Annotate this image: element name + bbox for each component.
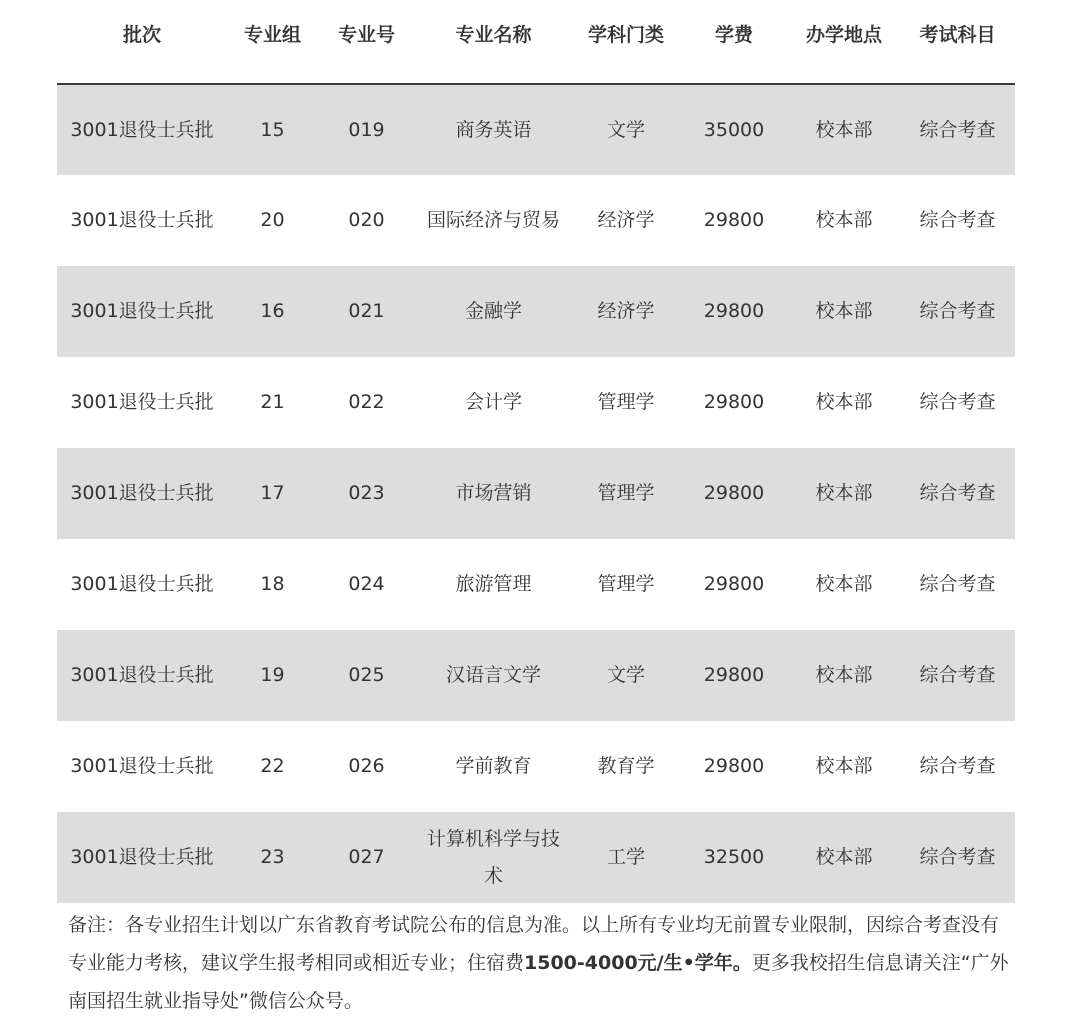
cell-exam-subject: 综合考查 bbox=[919, 573, 996, 595]
header-row bbox=[57, 0, 1015, 84]
cell-batch: 3001退役士兵批 bbox=[70, 391, 214, 413]
cell-campus: 校本部 bbox=[815, 755, 873, 777]
cell-exam-subject: 综合考查 bbox=[919, 755, 996, 777]
header-major-name: 专业名称 bbox=[415, 0, 572, 84]
cell-major-group: 17 bbox=[227, 448, 318, 539]
cell-major-name: 会计学 bbox=[464, 391, 522, 413]
cell-major-group: 15 bbox=[227, 84, 318, 175]
cell-tuition: 29800 bbox=[703, 573, 765, 595]
cell-major-code: 019 bbox=[318, 84, 415, 175]
cell-discipline: 教育学 bbox=[597, 755, 655, 777]
cell-discipline: 文学 bbox=[572, 630, 680, 721]
table-row bbox=[57, 175, 1015, 266]
header-major-code: 专业号 bbox=[318, 0, 415, 84]
cell-batch: 3001退役士兵批 bbox=[70, 209, 214, 231]
cell-exam-subject: 综合考查 bbox=[900, 630, 1015, 721]
cell-major-code: 022 bbox=[348, 391, 385, 413]
footnote-fee-bold: 1500-4000元/生•学年。 bbox=[524, 952, 752, 974]
cell-discipline: 文学 bbox=[572, 84, 680, 175]
cell-batch: 3001退役士兵批 bbox=[70, 573, 214, 595]
cell-major-code: 020 bbox=[348, 209, 385, 231]
admissions-table bbox=[57, 0, 1015, 903]
table-row bbox=[57, 630, 1015, 721]
cell-tuition: 29800 bbox=[703, 209, 765, 231]
cell-discipline: 管理学 bbox=[597, 391, 655, 413]
cell-batch: 3001退役士兵批 bbox=[57, 812, 227, 903]
cell-major-name: 市场营销 bbox=[415, 448, 572, 539]
cell-campus: 校本部 bbox=[815, 391, 873, 413]
cell-batch: 3001退役士兵批 bbox=[70, 755, 214, 777]
cell-major-group: 16 bbox=[227, 266, 318, 357]
cell-major-group: 18 bbox=[260, 573, 285, 595]
cell-discipline: 管理学 bbox=[597, 573, 655, 595]
table-row bbox=[57, 539, 1015, 630]
cell-major-group: 21 bbox=[260, 391, 285, 413]
table-body bbox=[57, 84, 1015, 903]
cell-major-name: 汉语言文学 bbox=[415, 630, 572, 721]
cell-campus: 校本部 bbox=[788, 630, 900, 721]
cell-exam-subject: 综合考查 bbox=[919, 209, 996, 231]
cell-tuition: 29800 bbox=[703, 391, 765, 413]
cell-batch: 3001退役士兵批 bbox=[57, 448, 227, 539]
header-discipline: 学科门类 bbox=[572, 0, 680, 84]
cell-exam-subject: 综合考查 bbox=[900, 812, 1015, 903]
footnote bbox=[68, 906, 1013, 1020]
cell-major-code: 027 bbox=[318, 812, 415, 903]
cell-tuition: 35000 bbox=[680, 84, 788, 175]
cell-tuition: 29800 bbox=[680, 448, 788, 539]
cell-batch: 3001退役士兵批 bbox=[57, 266, 227, 357]
header-batch: 批次 bbox=[57, 0, 227, 84]
cell-major-group: 22 bbox=[260, 755, 285, 777]
cell-campus: 校本部 bbox=[788, 266, 900, 357]
cell-campus: 校本部 bbox=[788, 448, 900, 539]
cell-exam-subject: 综合考查 bbox=[900, 84, 1015, 175]
cell-discipline: 管理学 bbox=[572, 448, 680, 539]
table-row bbox=[57, 266, 1015, 357]
cell-exam-subject: 综合考查 bbox=[919, 391, 996, 413]
cell-major-code: 021 bbox=[318, 266, 415, 357]
cell-batch: 3001退役士兵批 bbox=[57, 630, 227, 721]
table-row bbox=[57, 448, 1015, 539]
cell-tuition: 29800 bbox=[703, 755, 765, 777]
admissions-table-container bbox=[57, 0, 1015, 903]
cell-campus: 校本部 bbox=[788, 84, 900, 175]
cell-campus: 校本部 bbox=[788, 812, 900, 903]
cell-major-name: 商务英语 bbox=[415, 84, 572, 175]
footnote-text-end: 更多我校招生信息请关注“广外南国招生就业指导处”微信公众号。 bbox=[68, 952, 1009, 1012]
cell-major-code: 026 bbox=[348, 755, 385, 777]
table-row bbox=[57, 812, 1015, 903]
cell-campus: 校本部 bbox=[815, 209, 873, 231]
cell-major-group: 20 bbox=[260, 209, 285, 231]
table-header bbox=[57, 0, 1015, 84]
cell-major-name: 学前教育 bbox=[455, 755, 532, 777]
table-row bbox=[57, 84, 1015, 175]
cell-major-group: 19 bbox=[227, 630, 318, 721]
cell-tuition: 29800 bbox=[680, 266, 788, 357]
cell-major-name: 金融学 bbox=[415, 266, 572, 357]
header-major-group: 专业组 bbox=[227, 0, 318, 84]
cell-discipline: 工学 bbox=[572, 812, 680, 903]
cell-discipline: 经济学 bbox=[572, 266, 680, 357]
table-row bbox=[57, 357, 1015, 448]
cell-batch: 3001退役士兵批 bbox=[57, 84, 227, 175]
cell-major-group: 23 bbox=[227, 812, 318, 903]
footnote-text: 备注：各专业招生计划以广东省教育考试院公布的信息为准。以上所有专业均无前置专业限制，因综合考查没有专业能力考核，建议学生报考相同或相近专业；住宿费 bbox=[68, 914, 1000, 974]
cell-major-name: 国际经济与贸易 bbox=[426, 209, 560, 231]
cell-major-code: 025 bbox=[318, 630, 415, 721]
cell-discipline: 经济学 bbox=[597, 209, 655, 231]
cell-tuition: 32500 bbox=[680, 812, 788, 903]
cell-major-code: 023 bbox=[318, 448, 415, 539]
header-campus: 办学地点 bbox=[788, 0, 900, 84]
table-row bbox=[57, 721, 1015, 812]
cell-exam-subject: 综合考查 bbox=[900, 448, 1015, 539]
header-exam-subject: 考试科目 bbox=[900, 0, 1015, 84]
cell-campus: 校本部 bbox=[815, 573, 873, 595]
cell-major-name: 旅游管理 bbox=[455, 573, 532, 595]
cell-major-code: 024 bbox=[348, 573, 385, 595]
cell-tuition: 29800 bbox=[680, 630, 788, 721]
cell-major-name: 计算机科学与技术 bbox=[415, 812, 572, 903]
cell-exam-subject: 综合考查 bbox=[900, 266, 1015, 357]
header-tuition: 学费 bbox=[680, 0, 788, 84]
